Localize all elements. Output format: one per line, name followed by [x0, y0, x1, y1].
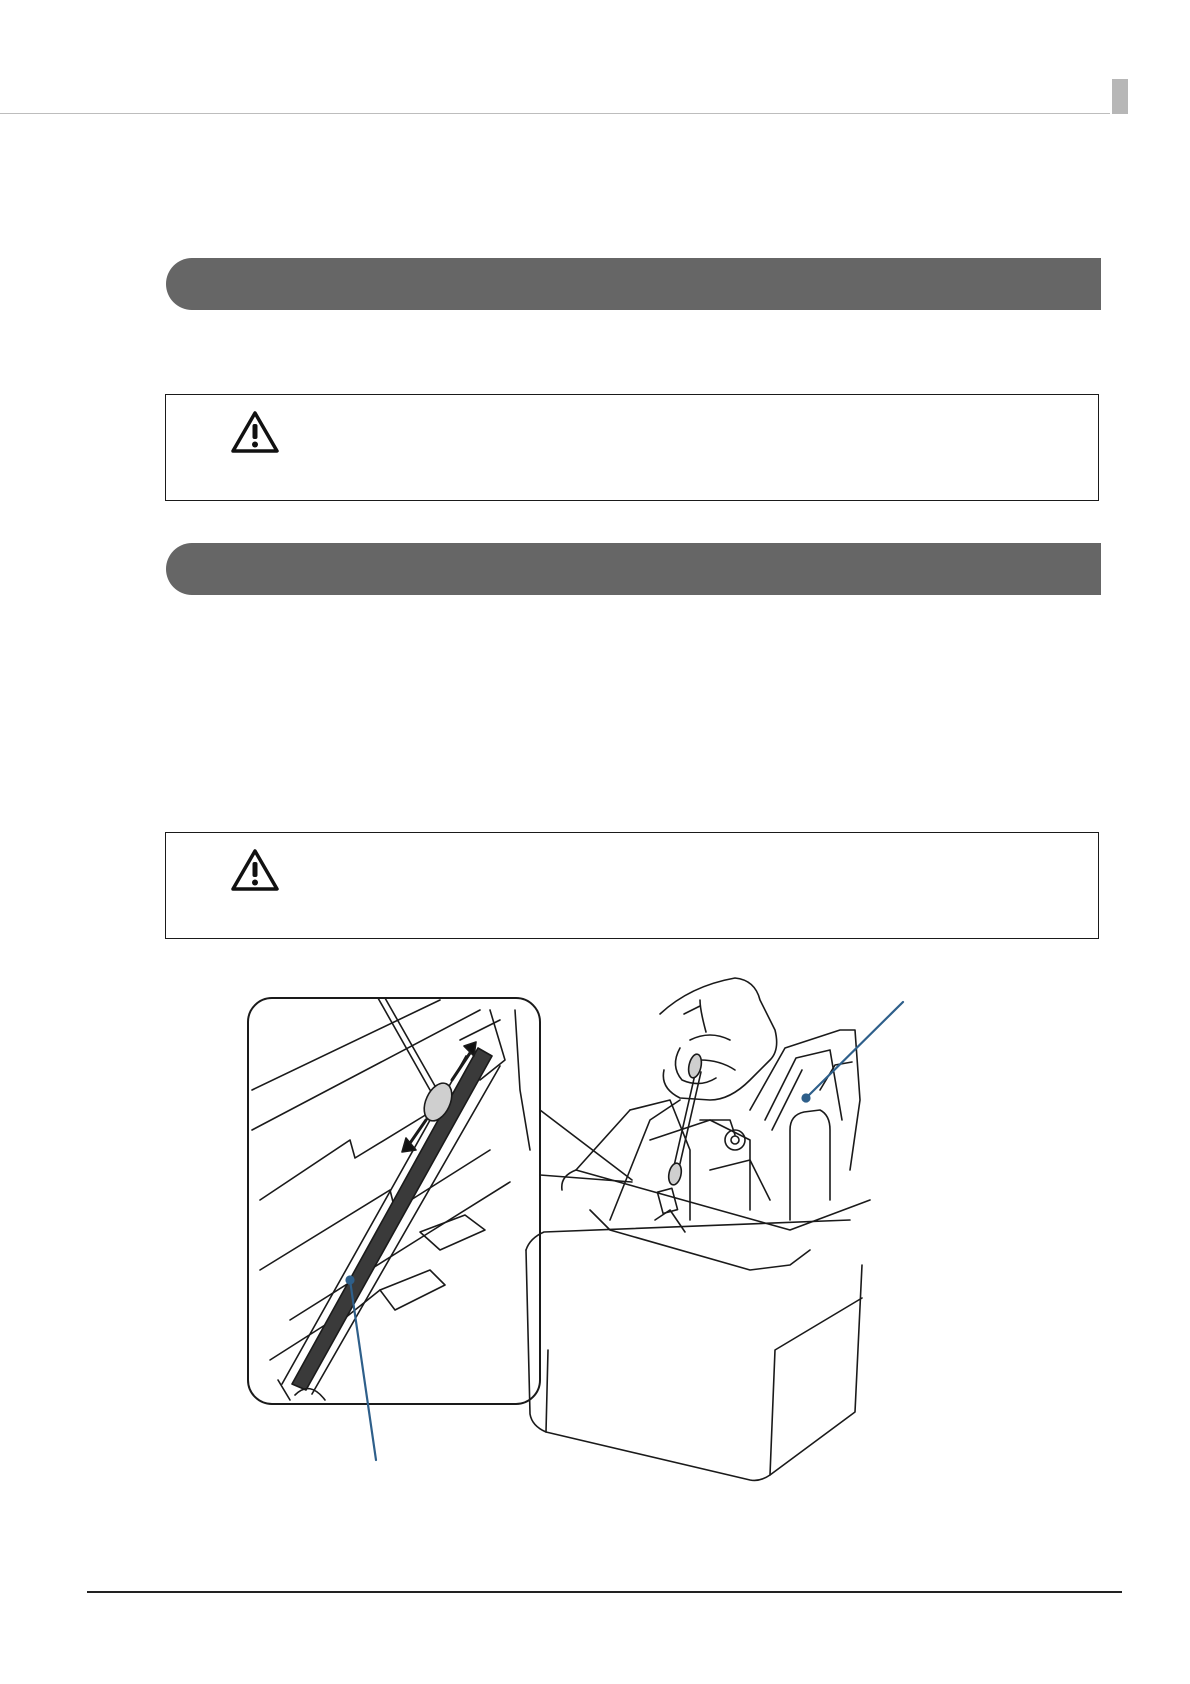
thermal-head-cleaning-illustration — [230, 970, 990, 1490]
chapter-tab — [1112, 79, 1128, 114]
section-heading-2 — [166, 543, 1101, 595]
caution-box-1 — [165, 394, 1099, 501]
warning-triangle-icon — [230, 409, 280, 455]
caution-box-2 — [165, 832, 1099, 939]
hand-with-swab — [660, 978, 777, 1186]
printer-body — [526, 1030, 870, 1480]
footer-rule — [87, 1591, 1122, 1593]
header-rule — [0, 113, 1110, 114]
warning-triangle-icon — [230, 847, 280, 893]
cover-sensor-callout — [806, 1002, 903, 1098]
zoom-inset — [248, 998, 540, 1404]
section-heading-1 — [166, 258, 1101, 310]
